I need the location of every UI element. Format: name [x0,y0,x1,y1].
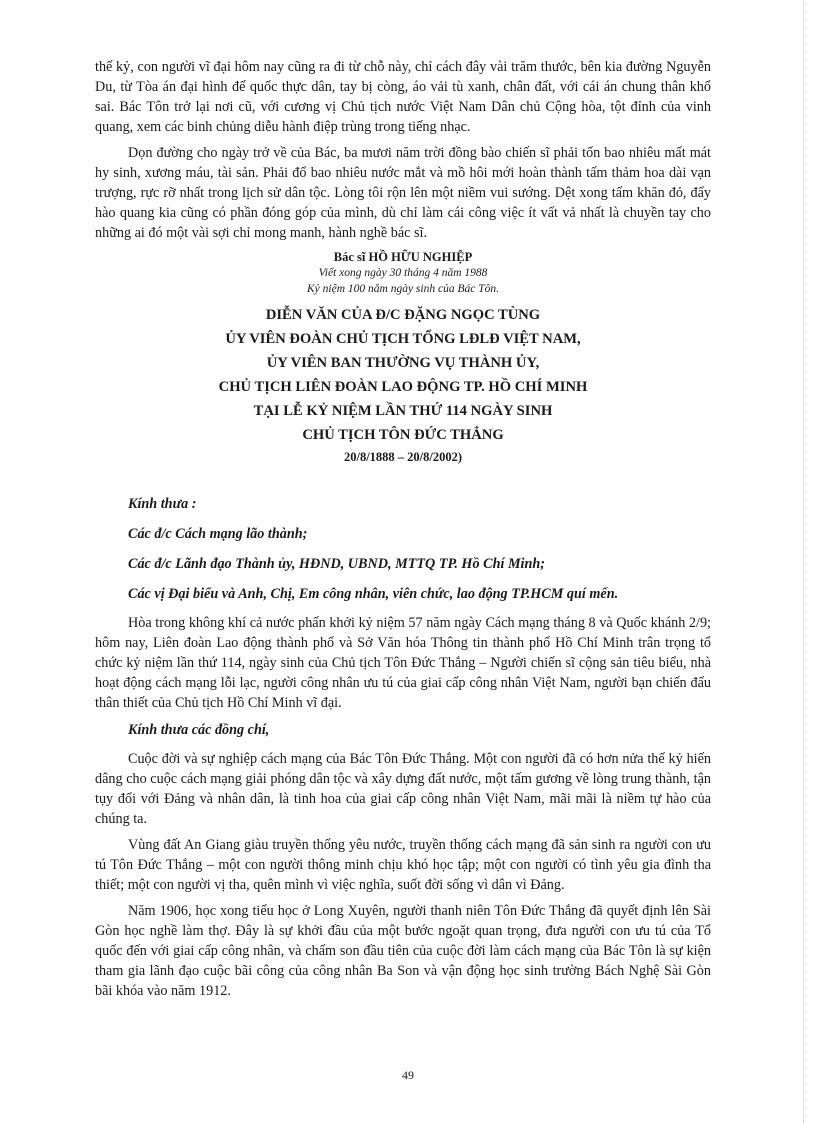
heading-dates: 20/8/1888 – 20/8/2002) [343,450,463,464]
speech-paragraph: Hòa trong không khí cả nước phấn khởi kỷ niệm 57 năm ngày Cách mạng tháng 8 và Quốc khánh 2/9; hôm nay, Liên đoàn Lao động thành phố và Sở Văn hóa Thông tin thành phố Hồ Chí Minh trân trọng tổ chức kỷ niệm lần thứ 114, ngày sinh của Chủ tịch Tôn Đức Thắng – Người chiến sĩ cộng sản tiêu biểu, nhà hoạt động cách mạng lỗi lạc, người công nhân ưu tú của giai cấp công nhân Việt Nam, người bạn chiến đấu thân thiết của Chủ tịch Hồ Chí Minh vĩ đại. [95,615,711,711]
speech-paragraph: Vùng đất An Giang giàu truyền thống yêu nước, truyền thống cách mạng đã sản sinh ra người con ưu tú Tôn Đức Thắng – một con người thông minh chịu khó học tập; một con người có tình yêu gia đình tha thiết; một con người vị tha, quên mình vì việc nghĩa, suốt đời sống vì dân vì Đảng. [95,837,711,893]
salutation-line: Kính thưa : [128,496,197,512]
margin-dotted-line [803,0,804,1123]
speech-heading [95,303,711,467]
signature-block [95,249,711,297]
salutation-line: Các đ/c Cách mạng lão thành; [128,526,308,542]
page-number: 49 [402,1068,414,1082]
heading-line: ỦY VIÊN ĐOÀN CHỦ TỊCH TỔNG LĐLĐ VIỆT NAM, [225,331,581,347]
signature-note: Kỷ niệm 100 năm ngày sinh của Bác Tôn. [307,283,499,295]
heading-line: CHỦ TỊCH LIÊN ĐOÀN LAO ĐỘNG TP. HỒ CHÍ MINH [218,379,588,395]
heading-line: ỦY VIÊN BAN THƯỜNG VỤ THÀNH ỦY, [266,355,540,371]
intro-paragraph-1: thế kỷ, con người vĩ đại hôm nay cũng ra đi từ chỗ này, chỉ cách đây vài trăm thước, bên kia đường Nguyễn Du, từ Tòa án đại hình đế quốc thực dân, tay bị còng, áo vải tù xanh, chân đất, với cái án chung thân khổ sai. Bác Tôn trở lại nơi cũ, với cương vị Chủ tịch nước Việt Nam Dân chủ Cộng hòa, tột đỉnh của vinh quang, xem các binh chủng diễu hành điệp trùng trong tiếng nhạc. [95,59,711,135]
speech-paragraph: Cuộc đời và sự nghiệp cách mạng của Bác Tôn Đức Thắng. Một con người đã có hơn nửa thế kỷ hiến dâng cho cuộc cách mạng giải phóng dân tộc và xây dựng đất nước, một tấm gương về lòng trung thành, tận tụy đối với Đảng và nhân dân, là tinh hoa của giai cấp công nhân Việt Nam, mãi mãi là niềm tự hào của chúng ta. [95,751,711,827]
signature-date: Viết xong ngày 30 tháng 4 năm 1988 [318,267,488,279]
speech-paragraph: Năm 1906, học xong tiểu học ở Long Xuyên, người thanh niên Tôn Đức Thắng đã quyết định lên Sài Gòn học nghề làm thợ. Đây là sự khởi đầu của một bước ngoặt quan trọng, đưa người con ưu tú của Tổ quốc đến với giai cấp công nhân, và chấm son đầu tiên của cuộc đời làm cách mạng của Bác Tôn là sự kiện tham gia lãnh đạo cuộc bãi công của công nhân Ba Son và vận động học sinh trường Bách Nghệ Sài Gòn bãi khóa vào năm 1912. [95,903,711,999]
intro-paragraph-2: Dọn đường cho ngày trở về của Bác, ba mươi năm trời đồng bào chiến sĩ phải tốn bao nhiêu mất mát hy sinh, xương máu, tài sản. Phải đổ bao nhiêu nước mắt và mồ hôi mới hoàn thành tấm thảm hoa dài vạn trượng, rực rỡ nhất trong lịch sử dân tộc. Lòng tôi rộn lên một niềm vui sướng. Dệt xong tấm khăn đỏ, đẩy hào quang kia cũng có phần đóng góp của mình, dù chỉ làm cái công việc ít vất vả nhất là chuyền tay cho những ai đó một vài sợi chỉ mong manh, hành nghề bác sĩ. [95,145,711,241]
heading-line: CHỦ TỊCH TÔN ĐỨC THẮNG [302,427,504,443]
salutation-comrades: Kính thưa các đồng chí, [128,722,270,738]
page-content [95,57,711,1007]
heading-line: TẠI LỄ KỶ NIỆM LẦN THỨ 114 NGÀY SINH [253,403,553,419]
signature-name: Bác sĩ HỒ HỮU NGHIỆP [333,250,473,264]
heading-line: DIỄN VĂN CỦA Đ/C ĐẶNG NGỌC TÙNG [265,307,541,323]
salutation-line: Các đ/c Lãnh đạo Thành ủy, HĐND, UBND, MTTQ TP. Hồ Chí Minh; [128,556,546,572]
salutation-line: Các vị Đại biểu và Anh, Chị, Em công nhân, viên chức, lao động TP.HCM quí mến. [128,586,619,602]
